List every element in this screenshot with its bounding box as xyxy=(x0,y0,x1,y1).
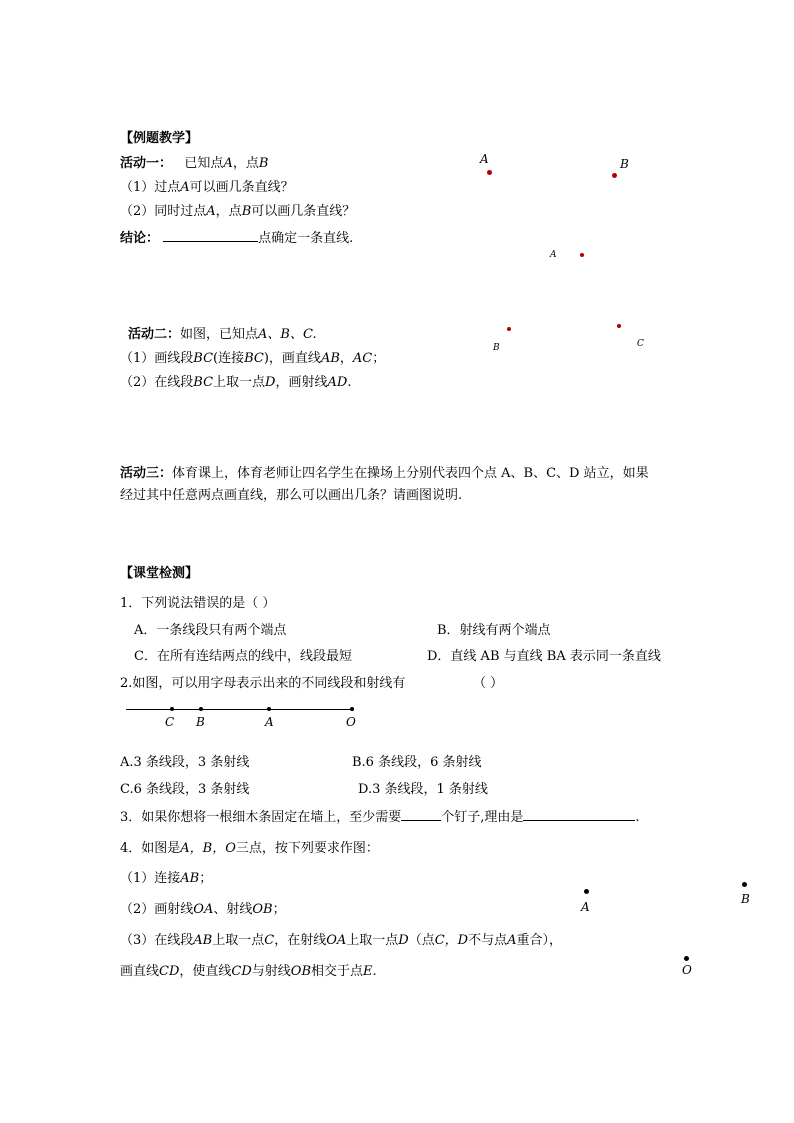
activity-1-conclusion xyxy=(120,230,353,247)
text: 个钉子,理由是 xyxy=(441,810,524,825)
activity-2-label: 活动二： xyxy=(128,327,181,342)
text: 2.如图，可以用字母表示出来的不同线段和射线有 xyxy=(120,676,406,691)
question-2-option-a: A.3 条线段，3 条射线 xyxy=(120,755,250,770)
point-label: D xyxy=(398,933,409,948)
answer-blank[interactable] xyxy=(163,230,258,242)
text: 体育课上，体育老师让四名学生在操场上分别代表四个点 A、B、C、D 站立，如果 xyxy=(172,466,649,481)
point-label: A xyxy=(507,933,517,948)
text: 画直线 xyxy=(120,964,160,979)
activity-3-line-1 xyxy=(120,466,649,482)
text: （1）过点 xyxy=(120,180,181,195)
ray-label: OB xyxy=(252,902,273,917)
line-point-a xyxy=(267,707,271,711)
question-4-stem xyxy=(120,841,379,857)
segment-label: BC xyxy=(244,351,264,366)
activity-2-intro xyxy=(128,327,317,343)
figure2-point-label-b: B xyxy=(493,343,500,353)
point-label: B xyxy=(241,204,252,219)
point-label: B xyxy=(258,156,269,171)
question-4-step-1 xyxy=(120,871,212,887)
conclusion-label: 结论： xyxy=(120,231,160,246)
activity-1-question-1 xyxy=(120,180,294,196)
text: . xyxy=(635,810,640,825)
text: （2）画射线 xyxy=(120,902,194,917)
text: （3）在线段 xyxy=(120,933,194,948)
segment-label: BC xyxy=(193,351,214,366)
text: 三点，按下列要求作图： xyxy=(235,841,379,856)
line-label: CD xyxy=(159,964,180,979)
section-title-example: 【例题教学】 xyxy=(120,131,199,146)
question-1-option-c: C．在所有连结两点的线中，线段最短 xyxy=(134,649,352,664)
question-2-stem xyxy=(120,676,405,692)
activity-3-label: 活动三： xyxy=(120,466,173,481)
question-2-option-d: D.3 条线段，1 条射线 xyxy=(358,782,488,797)
text: ； xyxy=(372,351,386,366)
segment-label: BC xyxy=(193,375,214,390)
question-4-step-4 xyxy=(120,964,377,980)
figure2-point-c xyxy=(617,324,621,328)
text: ，画射线 xyxy=(275,375,328,390)
answer-blank-reason[interactable] xyxy=(523,809,635,821)
line-label-b: B xyxy=(196,715,205,729)
question-1-option-a: A．一条线段只有两个端点 xyxy=(134,623,287,638)
text: ； xyxy=(272,902,286,917)
segment-label: AB xyxy=(193,933,213,948)
line-point-c xyxy=(170,707,174,711)
figure-point-label-b: B xyxy=(620,157,629,171)
activity-1-label: 活动一： xyxy=(120,156,173,171)
activity-1-intro xyxy=(120,156,268,172)
figure2-point-b xyxy=(507,327,511,331)
text: 可以画几条直线？ xyxy=(189,180,294,195)
point-label: C xyxy=(264,933,275,948)
question-1-option-b: B．射线有两个端点 xyxy=(437,623,551,638)
question-2-option-c: C.6 条线段，3 条射线 xyxy=(120,782,250,797)
text: （1）连接 xyxy=(120,871,181,886)
point-label: D xyxy=(265,375,276,390)
line-label: AB xyxy=(320,351,340,366)
question-3 xyxy=(120,809,640,826)
answer-blank-nails[interactable] xyxy=(401,809,441,821)
text: 3．如果你想将一根细木条固定在墙上，至少需要 xyxy=(120,810,402,825)
line-label: CD xyxy=(231,964,252,979)
text: ； xyxy=(199,871,213,886)
figure-point-a xyxy=(487,170,492,175)
point-label: A xyxy=(223,156,233,171)
point-label: A xyxy=(206,204,216,219)
figure3-point-o xyxy=(684,956,689,961)
point-label: E xyxy=(363,964,373,979)
text: 、射线 xyxy=(213,902,253,917)
text: ，使直线 xyxy=(179,964,232,979)
figure3-point-label-a: A xyxy=(581,900,590,914)
text: 上取一点 xyxy=(212,933,265,948)
text: ，点 xyxy=(215,204,242,219)
text: 重合）， xyxy=(516,933,563,948)
text: 相交于点 xyxy=(311,964,364,979)
activity-1-question-2 xyxy=(120,204,355,220)
text: （2）在线段 xyxy=(120,375,194,390)
figure-ray-line xyxy=(126,709,354,710)
ray-label: AD xyxy=(327,375,348,390)
question-1-stem: 1．下列说法错误的是（ ） xyxy=(120,596,276,611)
ray-label: OA xyxy=(326,933,347,948)
question-4-step-3 xyxy=(120,933,562,949)
figure-point-b xyxy=(612,173,617,178)
line-point-b xyxy=(199,707,203,711)
activity-2-question-2 xyxy=(120,375,351,391)
text: （点 xyxy=(408,933,435,948)
ray-label: OA xyxy=(193,902,214,917)
text: 可以画几条直线？ xyxy=(251,204,356,219)
line-label-c: C xyxy=(165,715,175,729)
figure3-point-a xyxy=(584,889,589,894)
ray-label: OB xyxy=(290,964,312,979)
activity-3-line-2: 经过其中任意两点画直线，那么可以画出几条？请画图说明. xyxy=(120,488,463,503)
point-labels: A、B、C. xyxy=(258,327,317,342)
text: 上取一点 xyxy=(346,933,399,948)
figure-point-label-a: A xyxy=(480,152,489,166)
text: )，画直线 xyxy=(263,351,321,366)
question-1-option-d: D．直线 AB 与直线 BA 表示同一条直线 xyxy=(427,649,661,664)
question-4-step-2 xyxy=(120,902,286,918)
question-2-option-b: B.6 条线段，6 条射线 xyxy=(352,755,482,770)
figure2-point-label-a: A xyxy=(550,250,557,260)
text: 如图，已知点 xyxy=(180,327,259,342)
line-point-o xyxy=(350,707,354,711)
text: 已知点 xyxy=(184,156,224,171)
text: （2）同时过点 xyxy=(120,204,207,219)
figure3-point-b xyxy=(742,882,747,887)
text: 与射线 xyxy=(251,964,291,979)
line-label: AC xyxy=(352,351,373,366)
point-labels: C，D xyxy=(434,933,469,948)
point-labels: A，B，O xyxy=(180,841,236,856)
text: . xyxy=(372,964,377,979)
section-title-check: 【课堂检测】 xyxy=(120,566,199,581)
text: 上取一点 xyxy=(213,375,266,390)
figure2-point-a xyxy=(580,253,584,257)
point-label: A xyxy=(180,180,190,195)
figure3-point-label-b: B xyxy=(741,892,750,906)
figure2-point-label-c: C xyxy=(637,339,644,349)
text: 不与点 xyxy=(468,933,508,948)
text: ， xyxy=(339,351,353,366)
text: ，在射线 xyxy=(274,933,327,948)
activity-2-question-1 xyxy=(120,351,385,367)
line-label-a: A xyxy=(265,715,274,729)
line-label-o: O xyxy=(346,715,356,729)
text: (连接 xyxy=(213,351,245,366)
text: 4．如图是 xyxy=(120,841,181,856)
text: 点确定一条直线. xyxy=(258,231,354,246)
figure3-point-label-o: O xyxy=(682,963,692,977)
text: ，点 xyxy=(232,156,259,171)
text: （1）画线段 xyxy=(120,351,194,366)
question-2-answer-paren: （ ） xyxy=(473,676,504,691)
text: . xyxy=(347,375,352,390)
segment-label: AB xyxy=(180,871,200,886)
